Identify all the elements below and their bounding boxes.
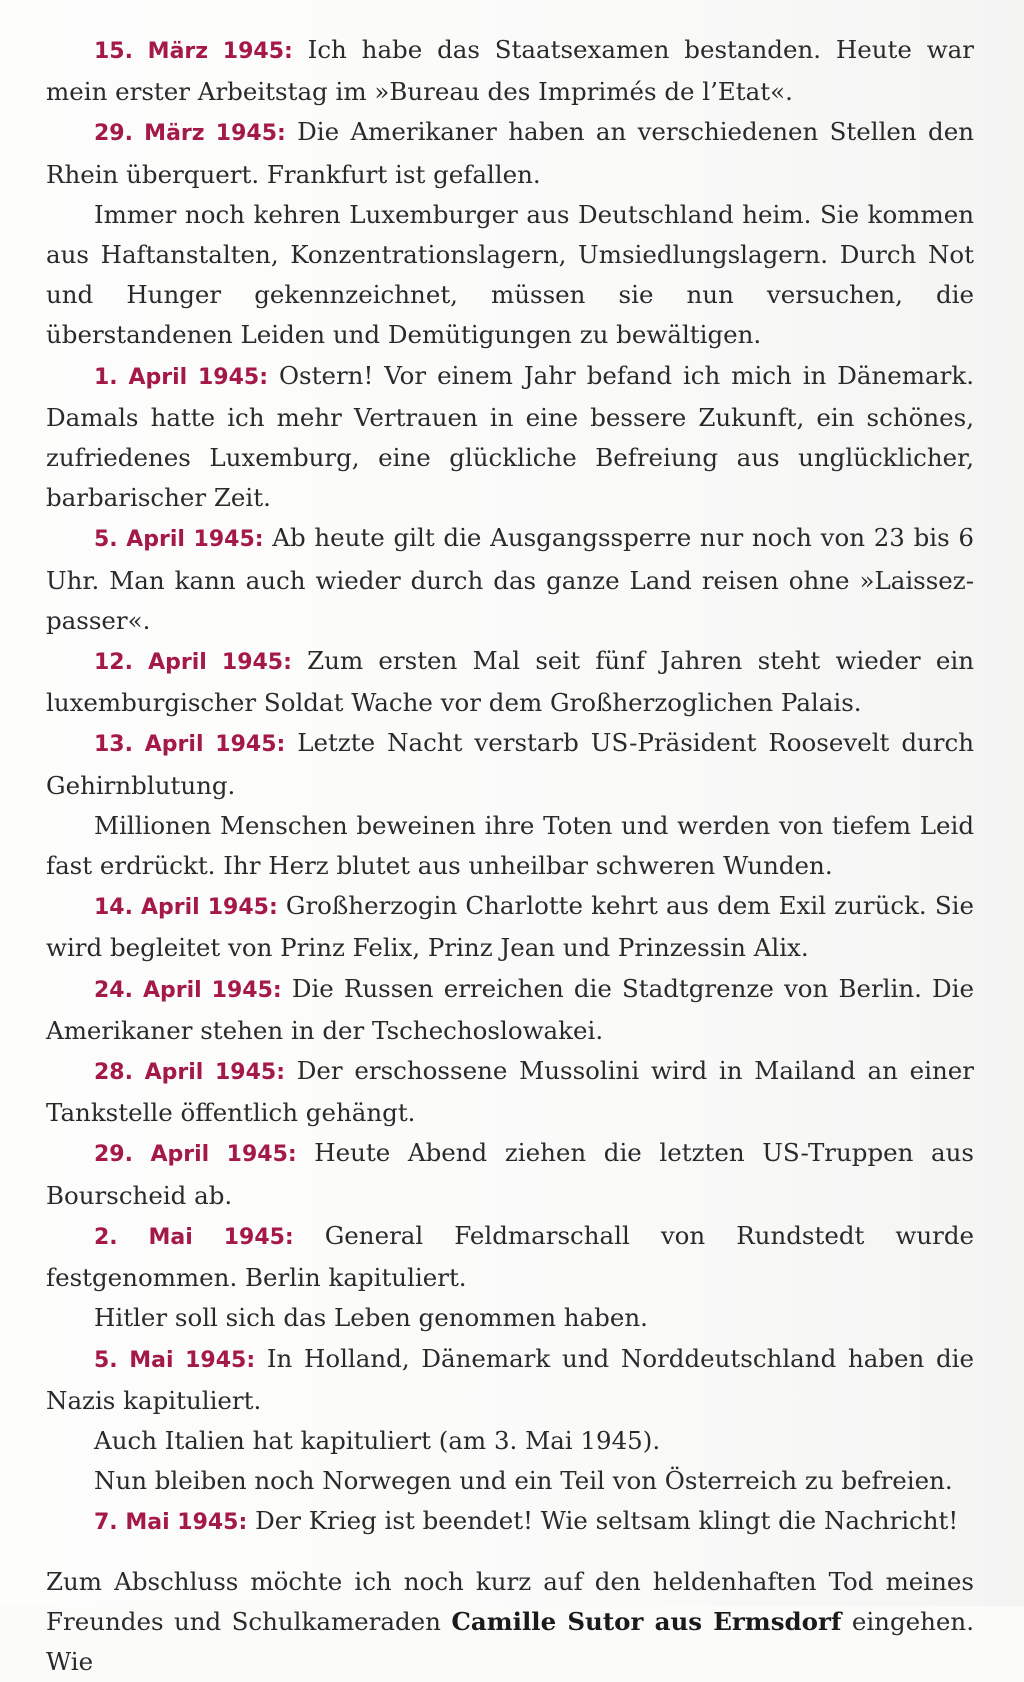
entry-date: 29. März 1945: — [94, 121, 286, 147]
text-column — [46, 30, 974, 1682]
entry-date: 1. April 1945: — [94, 364, 269, 390]
diary-entry — [46, 1133, 974, 1215]
closing-name: Camille Sutor aus Ermsdorf — [451, 1606, 842, 1636]
entry-text: In Holland, Dänemark und Norddeutschland haben die Nazis kapituliert. — [46, 1343, 975, 1415]
entry-text: Nun bleiben noch Norwegen und ein Teil von Österreich zu befreien. — [94, 1466, 953, 1496]
diary-entry — [46, 969, 974, 1051]
diary-paragraph — [46, 1421, 974, 1461]
entry-date: 2. Mai 1945: — [94, 1224, 294, 1250]
diary-entry — [46, 112, 974, 194]
entry-date: 13. April 1945: — [94, 732, 286, 758]
entry-text: Die Amerikaner haben an verschiedenen Stellen den Rhein überquert. Frankfurt ist gefallen. — [46, 117, 974, 189]
entry-date: 5. Mai 1945: — [94, 1347, 256, 1373]
entry-date: 15. März 1945: — [94, 39, 293, 64]
diary-paragraph — [46, 1298, 974, 1338]
entry-date: 28. April 1945: — [94, 1060, 285, 1086]
entry-date: 5. April 1945: — [94, 527, 264, 553]
entry-text: Ostern! Vor einem Jahr befand ich mich in Dänemark. Damals hatte ich mehr Vertrauen in eine bessere Zukunft, ein schönes, zufriedenes Luxemburg, eine glückliche Befreiung aus unglücklicher, barbarischer Zeit. — [46, 360, 974, 513]
closing-paragraph — [46, 1562, 974, 1682]
entry-text: Hitler soll sich das Leben genommen haben. — [94, 1303, 648, 1333]
entry-date: 29. April 1945: — [94, 1142, 297, 1168]
diary-paragraph — [46, 195, 974, 356]
entry-date: 14. April 1945: — [94, 895, 278, 921]
entry-text: Der Krieg ist beendet! Wie seltsam klingt die Nachricht! — [247, 1506, 959, 1536]
closing-text-before: Zum Abschluss möchte ich noch kurz auf den heldenhaften Tod meines Freundes und Schulkameraden — [46, 1566, 974, 1636]
diary-entry — [46, 641, 974, 723]
diary-paragraph — [46, 806, 974, 886]
entry-date: 7. Mai 1945: — [94, 1510, 248, 1536]
diary-entry — [46, 356, 974, 519]
diary-paragraph — [46, 1461, 974, 1501]
entry-text: Der erschossene Mussolini wird in Mailand an einer Tankstelle öffentlich gehängt. — [46, 1056, 974, 1128]
diary-entry — [46, 1339, 974, 1421]
diary-entry — [46, 1216, 974, 1298]
diary-entry — [46, 723, 974, 805]
diary-entry — [46, 30, 974, 112]
entry-text: Ich habe das Staatsexamen bestanden. Heute war mein erster Arbeitstag im »Bureau des Imprimés de l’Etat«. — [46, 35, 974, 107]
closing-text-after: eingehen. Wie — [46, 1606, 974, 1676]
entry-text: Immer noch kehren Luxemburger aus Deutschland heim. Sie kommen aus Haftanstalten, Konzentrationslagern, Umsiedlungslagern. Durch Not und Hunger gekennzeichnet, müssen sie nun versuchen, die überstandenen Leiden und Demütigungen zu bewältigen. — [46, 199, 974, 350]
entry-text: General Feldmarschall von Rundstedt wurde festgenommen. Berlin kapituliert. — [46, 1220, 974, 1293]
entry-text: Ab heute gilt die Ausgangssperre nur noch von 23 bis 6 Uhr. Man kann auch wieder durch das ganze Land reisen ohne »Laissez-passer«. — [46, 523, 974, 635]
entry-text: Die Russen erreichen die Stadtgrenze von Berlin. Die Amerikaner stehen in der Tschechoslowakei. — [46, 973, 974, 1045]
entry-date: 24. April 1945: — [94, 977, 282, 1003]
entry-text: Zum ersten Mal seit fünf Jahren steht wieder ein luxemburgischer Soldat Wache vor dem Großherzoglichen Palais. — [46, 646, 974, 718]
entry-text: Letzte Nacht verstarb US-Präsident Roosevelt durch Gehirnblutung. — [46, 728, 975, 800]
diary-entry — [46, 1501, 974, 1543]
diary-entry — [46, 886, 974, 968]
diary-entry — [46, 1051, 974, 1133]
entry-text: Millionen Menschen beweinen ihre Toten und werden von tiefem Leid fast erdrückt. Ihr Herz blutet aus unheilbar schweren Wunden. — [46, 810, 974, 881]
entry-text: Großherzogin Charlotte kehrt aus dem Exil zurück. Sie wird begleitet von Prinz Felix, Prinz Jean und Prinzessin Alix. — [46, 891, 974, 963]
diary-entry — [46, 518, 974, 641]
entry-date: 12. April 1945: — [94, 650, 292, 676]
entry-text: Heute Abend ziehen die letzten US-Truppen aus Bourscheid ab. — [46, 1138, 975, 1210]
paragraph-gap — [46, 1544, 974, 1562]
entry-text: Auch Italien hat kapituliert (am 3. Mai 1945). — [94, 1425, 661, 1455]
